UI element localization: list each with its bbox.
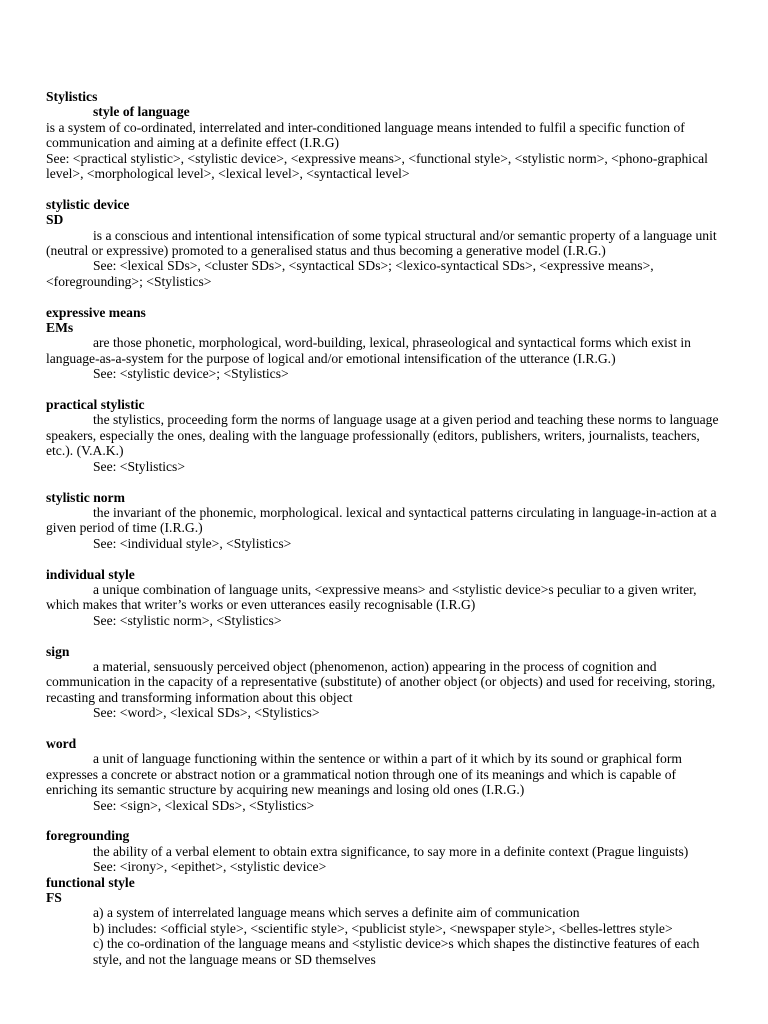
entry-individual-style bbox=[46, 567, 722, 629]
entry-word bbox=[46, 736, 722, 813]
entry-title: word bbox=[46, 735, 77, 751]
entry-practical-stylistic bbox=[46, 397, 722, 474]
entry-see-also: See: <Stylistics> bbox=[93, 458, 185, 474]
entry-title: practical stylistic bbox=[46, 397, 145, 413]
entry-functional-style bbox=[46, 875, 722, 967]
entry-definition: are those phonetic, morphological, word-building, lexical, phraseological and syntactical forms which exist in language-as-a-system for the purpose of logical and/or emotional intensification of the utterance (I.R.G.) bbox=[46, 335, 691, 366]
entry-stylistics bbox=[46, 89, 722, 181]
entry-see-also: See: <sign>, <lexical SDs>, <Stylistics> bbox=[93, 797, 315, 813]
entry-title: foregrounding bbox=[46, 828, 130, 844]
entry-title: expressive means bbox=[46, 304, 146, 320]
entry-expressive-means bbox=[46, 305, 722, 382]
entry-sign bbox=[46, 644, 722, 721]
entry-see-also: See: <lexical SDs>, <cluster SDs>, <syntactical SDs>; <lexico-syntactical SDs>, <expressive means>, <foregrounding>; <Stylistics> bbox=[46, 258, 654, 289]
entry-definition: a unique combination of language units, <expressive means> and <stylistic device>s peculiar to a given writer, which makes that writer’s works or even utterances easily recognisable (I.R.G) bbox=[46, 581, 697, 613]
entry-see-also: See: <stylistic device>; <Stylistics> bbox=[93, 366, 289, 382]
entry-see-also: See: <individual style>, <Stylistics> bbox=[93, 535, 292, 551]
entry-definition-c: c) the co-ordination of the language means and <stylistic device>s which shapes the distinctive features of each style, and not the language means or SD themselves bbox=[93, 936, 700, 967]
entry-title: stylistic norm bbox=[46, 489, 125, 505]
entry-title: individual style bbox=[46, 566, 135, 582]
entry-definition: a unit of language functioning within the sentence or within a part of it which by its sound or graphical form expresses a concrete or abstract notion or a grammatical notion through one of its meanings and which is capable of enriching its semantic structure by acquiring new meanings and losing old ones (I.R.G.) bbox=[46, 751, 682, 798]
entry-definition-b: b) includes: <official style>, <scientific style>, <publicist style>, <newspaper style>, <belles-lettres style> bbox=[93, 920, 673, 936]
entry-see-also: See: <irony>, <epithet>, <stylistic device> bbox=[93, 859, 327, 875]
entry-title: stylistic device bbox=[46, 196, 130, 212]
entry-subtitle: style of language bbox=[93, 104, 190, 120]
entry-title: functional style bbox=[46, 874, 135, 890]
entry-definition: the invariant of the phonemic, morphological. lexical and syntactical patterns circulating in language-in-action at a given period of time (I.R.G.) bbox=[46, 504, 717, 536]
entry-definition: the stylistics, proceeding form the norms of language usage at a given period and teaching these norms to language speakers, especially the ones, dealing with the language professionally (editors, publishers, writers, journalists, teachers, etc.). (V.A.K.) bbox=[46, 412, 719, 459]
entry-foregrounding bbox=[46, 828, 722, 874]
entry-definition-a: a) a system of interrelated language means which serves a definite aim of communication bbox=[93, 905, 580, 921]
entry-definition: the ability of a verbal element to obtain extra significance, to say more in a definite context (Prague linguists) bbox=[93, 843, 689, 859]
document-page bbox=[46, 89, 722, 967]
entry-see-also: See: <practical stylistic>, <stylistic device>, <expressive means>, <functional style>, <stylistic norm>, <phono-graphical level>, <morphological level>, <lexical level>, <syntactical level> bbox=[46, 150, 708, 182]
entry-stylistic-device bbox=[46, 197, 722, 289]
entry-definition: is a system of co-ordinated, interrelated and inter-conditioned language means intended to fulfil a specific function of communication and aiming at a definite effect (I.R.G) bbox=[46, 119, 685, 151]
entry-title: Stylistics bbox=[46, 89, 98, 104]
entry-see-also: See: <stylistic norm>, <Stylistics> bbox=[93, 612, 282, 628]
entry-stylistic-norm bbox=[46, 490, 722, 552]
entry-abbreviation: EMs bbox=[46, 320, 74, 336]
entry-definition: is a conscious and intentional intensification of some typical structural and/or semantic property of a language unit (neutral or expressive) promoted to a generalised status and thus becoming a generative model (I.R.G.) bbox=[46, 227, 717, 259]
entry-abbreviation: SD bbox=[46, 212, 64, 228]
entry-title: sign bbox=[46, 643, 70, 659]
entry-see-also: See: <word>, <lexical SDs>, <Stylistics> bbox=[93, 705, 320, 721]
entry-abbreviation: FS bbox=[46, 890, 62, 905]
entry-definition: a material, sensuously perceived object (phenomenon, action) appearing in the process of cognition and communication in the capacity of a representative (substitute) of another object (or objects) and used for receiving, storing, recasting and transforming information about this object bbox=[46, 658, 716, 705]
